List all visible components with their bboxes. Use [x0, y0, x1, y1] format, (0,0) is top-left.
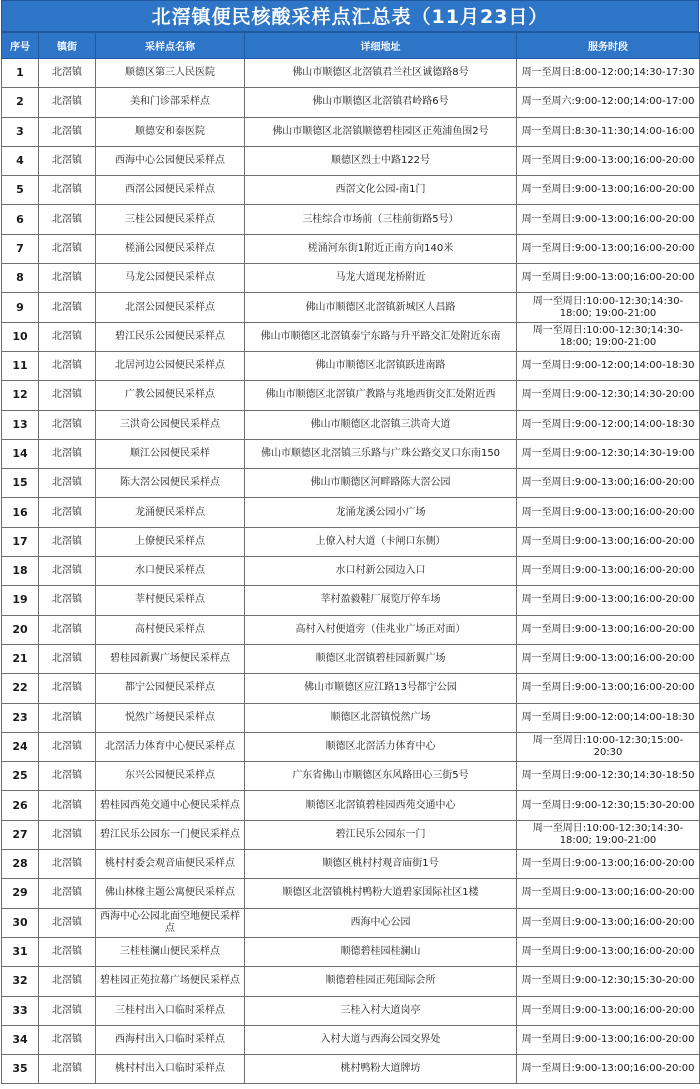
- row-index: 6: [2, 205, 39, 234]
- town-cell: 北滘镇: [39, 703, 96, 732]
- table-row: [2, 1025, 700, 1054]
- town-cell: 北滘镇: [39, 146, 96, 175]
- table-row: [2, 205, 700, 234]
- table-row: [2, 879, 700, 908]
- address-cell: 广东省佛山市顺德区东风路田心三街5号: [245, 762, 517, 791]
- service-hours-cell: 周一至周日:9:00-13:00;16:00-20:00: [517, 527, 700, 556]
- table-row: [2, 644, 700, 673]
- table-row: [2, 908, 700, 937]
- table-row: [2, 527, 700, 556]
- site-name-cell: 碧江民乐公园便民采样点: [96, 322, 245, 351]
- table-row: [2, 586, 700, 615]
- table-row: [2, 937, 700, 966]
- row-index: 33: [2, 996, 39, 1025]
- service-hours-cell: 周一至周日:8:00-12:00;14:30-17:30: [517, 59, 700, 88]
- town-cell: 北滘镇: [39, 293, 96, 322]
- address-cell: 马龙大道现龙桥附近: [245, 264, 517, 293]
- row-index: 24: [2, 732, 39, 761]
- row-index: 12: [2, 381, 39, 410]
- service-hours-cell: 周一至周日:9:00-13:00;16:00-20:00: [517, 586, 700, 615]
- table-row: [2, 732, 700, 761]
- site-name-cell: 三桂桂澜山便民采样点: [96, 937, 245, 966]
- row-index: 8: [2, 264, 39, 293]
- site-name-cell: 桃村村出入口临时采样点: [96, 1055, 245, 1084]
- service-hours-cell: 周一至周日:9:00-13:00;16:00-20:00: [517, 1025, 700, 1054]
- header-town: 镇街: [39, 33, 96, 59]
- table-row: [2, 820, 700, 849]
- table-row: [2, 234, 700, 263]
- service-hours-cell: 周一至周日:10:00-12:30;14:30-18:00; 19:00-21:00: [517, 820, 700, 849]
- row-index: 28: [2, 850, 39, 879]
- service-hours-cell: 周一至周日:9:00-13:00;16:00-20:00: [517, 176, 700, 205]
- site-name-cell: 马龙公园便民采样点: [96, 264, 245, 293]
- address-cell: 西滘文化公园-南1门: [245, 176, 517, 205]
- row-index: 5: [2, 176, 39, 205]
- sampling-sites-sheet: [1, 0, 699, 1084]
- service-hours-cell: 周一至周日:8:30-11:30;14:00-16:00: [517, 117, 700, 146]
- town-cell: 北滘镇: [39, 1025, 96, 1054]
- address-cell: 莘村盈毅鞋厂展览厅停车场: [245, 586, 517, 615]
- address-cell: 三桂综合市场前（三桂前街路5号）: [245, 205, 517, 234]
- address-cell: 佛山市顺德区北滘镇新城区人昌路: [245, 293, 517, 322]
- table-row: [2, 615, 700, 644]
- town-cell: 北滘镇: [39, 234, 96, 263]
- site-name-cell: 高村便民采样点: [96, 615, 245, 644]
- row-index: 31: [2, 937, 39, 966]
- service-hours-cell: 周一至周日:9:00-13:00;16:00-20:00: [517, 996, 700, 1025]
- site-name-cell: 顺德区第三人民医院: [96, 59, 245, 88]
- town-cell: 北滘镇: [39, 117, 96, 146]
- site-name-cell: 陈大滘公园便民采样点: [96, 469, 245, 498]
- site-name-cell: 槎涌公园便民采样点: [96, 234, 245, 263]
- address-cell: 入村大道与西海公园交界处: [245, 1025, 517, 1054]
- service-hours-cell: 周一至周日:9:00-13:00;16:00-20:00: [517, 264, 700, 293]
- address-cell: 顺德区北滘活力体育中心: [245, 732, 517, 761]
- row-index: 2: [2, 88, 39, 117]
- row-index: 23: [2, 703, 39, 732]
- table-row: [2, 1055, 700, 1084]
- address-cell: 佛山市顺德区北滘镇广教路与兆地西街交汇处附近西: [245, 381, 517, 410]
- site-name-cell: 上僚便民采样点: [96, 527, 245, 556]
- table-row: [2, 996, 700, 1025]
- table-row: [2, 850, 700, 879]
- row-index: 13: [2, 410, 39, 439]
- town-cell: 北滘镇: [39, 586, 96, 615]
- town-cell: 北滘镇: [39, 996, 96, 1025]
- site-name-cell: 北滘活力体育中心便民采样点: [96, 732, 245, 761]
- site-name-cell: 顺德安和泰医院: [96, 117, 245, 146]
- service-hours-cell: 周一至周日:9:00-12:30;14:30-19:00: [517, 439, 700, 468]
- table-row: [2, 146, 700, 175]
- town-cell: 北滘镇: [39, 674, 96, 703]
- town-cell: 北滘镇: [39, 498, 96, 527]
- site-name-cell: 桃村村委会观音庙便民采样点: [96, 850, 245, 879]
- table-row: [2, 762, 700, 791]
- table-row: [2, 703, 700, 732]
- address-cell: 顺德区桃村村观音庙街1号: [245, 850, 517, 879]
- service-hours-cell: 周一至周日:9:00-12:30;14:30-20:00: [517, 381, 700, 410]
- row-index: 32: [2, 967, 39, 996]
- town-cell: 北滘镇: [39, 762, 96, 791]
- header-service-hours: 服务时段: [517, 33, 700, 59]
- town-cell: 北滘镇: [39, 557, 96, 586]
- address-cell: 佛山市顺德区北滘镇三洪奇大道: [245, 410, 517, 439]
- address-cell: 顺德区北滘镇悦然广场: [245, 703, 517, 732]
- address-cell: 上僚入村大道（卡闸口东侧）: [245, 527, 517, 556]
- row-index: 29: [2, 879, 39, 908]
- site-name-cell: 悦然广场便民采样点: [96, 703, 245, 732]
- address-cell: 顺德碧桂园正苑国际会所: [245, 967, 517, 996]
- table-row: [2, 176, 700, 205]
- town-cell: 北滘镇: [39, 879, 96, 908]
- site-name-cell: 东兴公园便民采样点: [96, 762, 245, 791]
- row-index: 9: [2, 293, 39, 322]
- site-name-cell: 三洪奇公园便民采样点: [96, 410, 245, 439]
- address-cell: 碧江民乐公园东一门: [245, 820, 517, 849]
- town-cell: 北滘镇: [39, 469, 96, 498]
- table-body: [2, 59, 700, 1084]
- town-cell: 北滘镇: [39, 908, 96, 937]
- service-hours-cell: 周一至周日:9:00-12:30;15:30-20:00: [517, 967, 700, 996]
- town-cell: 北滘镇: [39, 644, 96, 673]
- row-index: 14: [2, 439, 39, 468]
- table-row: [2, 498, 700, 527]
- row-index: 21: [2, 644, 39, 673]
- table-row: [2, 59, 700, 88]
- site-name-cell: 西滘公园便民采样点: [96, 176, 245, 205]
- service-hours-cell: 周一至周日:9:00-13:00;16:00-20:00: [517, 469, 700, 498]
- site-name-cell: 碧江民乐公园东一门便民采样点: [96, 820, 245, 849]
- table-row: [2, 117, 700, 146]
- site-name-cell: 西海村出入口临时采样点: [96, 1025, 245, 1054]
- table-row: [2, 791, 700, 820]
- town-cell: 北滘镇: [39, 322, 96, 351]
- row-index: 11: [2, 351, 39, 380]
- row-index: 34: [2, 1025, 39, 1054]
- row-index: 1: [2, 59, 39, 88]
- service-hours-cell: 周一至周日:9:00-13:00;16:00-20:00: [517, 850, 700, 879]
- row-index: 25: [2, 762, 39, 791]
- address-cell: 佛山市顺德区河畔路陈大滘公园: [245, 469, 517, 498]
- town-cell: 北滘镇: [39, 791, 96, 820]
- town-cell: 北滘镇: [39, 732, 96, 761]
- service-hours-cell: 周一至周日:9:00-13:00;16:00-20:00: [517, 615, 700, 644]
- town-cell: 北滘镇: [39, 176, 96, 205]
- town-cell: 北滘镇: [39, 381, 96, 410]
- service-hours-cell: 周一至周日:9:00-12:30;14:30-18:50: [517, 762, 700, 791]
- row-index: 7: [2, 234, 39, 263]
- site-name-cell: 碧桂园正苑拉幕广场便民采样点: [96, 967, 245, 996]
- service-hours-cell: 周一至周日:9:00-13:00;16:00-20:00: [517, 146, 700, 175]
- town-cell: 北滘镇: [39, 59, 96, 88]
- address-cell: 佛山市顺德区应江路13号都宁公园: [245, 674, 517, 703]
- table-row: [2, 410, 700, 439]
- address-cell: 顺德区北滘镇桃村鸭粉大道碧家国际社区1楼: [245, 879, 517, 908]
- row-index: 20: [2, 615, 39, 644]
- table-header-row: [2, 33, 700, 59]
- town-cell: 北滘镇: [39, 88, 96, 117]
- site-name-cell: 莘村便民采样点: [96, 586, 245, 615]
- service-hours-cell: 周一至周日:9:00-13:00;16:00-20:00: [517, 1055, 700, 1084]
- service-hours-cell: 周一至周日:9:00-13:00;16:00-20:00: [517, 674, 700, 703]
- service-hours-cell: 周一至周日:9:00-13:00;16:00-20:00: [517, 908, 700, 937]
- site-name-cell: 龙涌便民采样点: [96, 498, 245, 527]
- service-hours-cell: 周一至周日:9:00-13:00;16:00-20:00: [517, 879, 700, 908]
- address-cell: 西海中心公园: [245, 908, 517, 937]
- site-name-cell: 水口便民采样点: [96, 557, 245, 586]
- table-row: [2, 381, 700, 410]
- table-row: [2, 88, 700, 117]
- site-name-cell: 佛山林椽主题公寓便民采样点: [96, 879, 245, 908]
- town-cell: 北滘镇: [39, 351, 96, 380]
- town-cell: 北滘镇: [39, 967, 96, 996]
- town-cell: 北滘镇: [39, 820, 96, 849]
- address-cell: 龙涌龙溪公园小广场: [245, 498, 517, 527]
- address-cell: 佛山市顺德区北滘镇君兰社区诚德路8号: [245, 59, 517, 88]
- address-cell: 顺德区北滘镇碧桂园新翼广场: [245, 644, 517, 673]
- table-row: [2, 967, 700, 996]
- row-index: 16: [2, 498, 39, 527]
- service-hours-cell: 周一至周日:9:00-12:00;14:00-18:30: [517, 703, 700, 732]
- service-hours-cell: 周一至周日:9:00-13:00;16:00-20:00: [517, 557, 700, 586]
- site-name-cell: 碧桂园新翼广场便民采样点: [96, 644, 245, 673]
- address-cell: 高村入村便道旁（佳兆业广场正对面）: [245, 615, 517, 644]
- site-name-cell: 顺江公园便民采样: [96, 439, 245, 468]
- address-cell: 佛山市顺德区北滘镇君岭路6号: [245, 88, 517, 117]
- address-cell: 顺德碧桂园桂澜山: [245, 937, 517, 966]
- row-index: 19: [2, 586, 39, 615]
- site-name-cell: 三桂村出入口临时采样点: [96, 996, 245, 1025]
- table-row: [2, 351, 700, 380]
- row-index: 4: [2, 146, 39, 175]
- table-row: [2, 264, 700, 293]
- row-index: 17: [2, 527, 39, 556]
- row-index: 15: [2, 469, 39, 498]
- service-hours-cell: 周一至周日:9:00-13:00;16:00-20:00: [517, 498, 700, 527]
- address-cell: 佛山市顺德区北滘镇跃进南路: [245, 351, 517, 380]
- service-hours-cell: 周一至周日:9:00-13:00;16:00-20:00: [517, 937, 700, 966]
- address-cell: 佛山市顺德区北滘镇泰宁东路与升平路交汇处附近东南: [245, 322, 517, 351]
- site-name-cell: 广教公园便民采样点: [96, 381, 245, 410]
- site-name-cell: 西海中心公园便民采样点: [96, 146, 245, 175]
- header-site-name: 采样点名称: [96, 33, 245, 59]
- sampling-sites-table: [1, 32, 700, 1084]
- table-row: [2, 293, 700, 322]
- table-row: [2, 322, 700, 351]
- site-name-cell: 北滘公园便民采样点: [96, 293, 245, 322]
- address-cell: 佛山市顺德区北滘镇顺德碧桂园区正苑浦鱼围2号: [245, 117, 517, 146]
- town-cell: 北滘镇: [39, 615, 96, 644]
- address-cell: 三桂入村大道岗亭: [245, 996, 517, 1025]
- town-cell: 北滘镇: [39, 850, 96, 879]
- address-cell: 顺德区北滘镇碧桂园西苑交通中心: [245, 791, 517, 820]
- address-cell: 水口村新公园边入口: [245, 557, 517, 586]
- row-index: 30: [2, 908, 39, 937]
- row-index: 27: [2, 820, 39, 849]
- address-cell: 顺德区烈士中路122号: [245, 146, 517, 175]
- service-hours-cell: 周一至周日:9:00-12:00;14:00-18:30: [517, 351, 700, 380]
- site-name-cell: 北居河边公园便民采样点: [96, 351, 245, 380]
- table-row: [2, 557, 700, 586]
- town-cell: 北滘镇: [39, 410, 96, 439]
- row-index: 3: [2, 117, 39, 146]
- service-hours-cell: 周一至周日:9:00-13:00;16:00-20:00: [517, 205, 700, 234]
- site-name-cell: 都宁公园便民采样点: [96, 674, 245, 703]
- town-cell: 北滘镇: [39, 264, 96, 293]
- town-cell: 北滘镇: [39, 1055, 96, 1084]
- address-cell: 桃村鸭粉大道牌坊: [245, 1055, 517, 1084]
- row-index: 18: [2, 557, 39, 586]
- row-index: 35: [2, 1055, 39, 1084]
- site-name-cell: 碧桂园西苑交通中心便民采样点: [96, 791, 245, 820]
- page-title: 北滘镇便民核酸采样点汇总表（11月23日）: [1, 0, 699, 32]
- service-hours-cell: 周一至周日:9:00-12:00;14:00-18:30: [517, 410, 700, 439]
- header-address: 详细地址: [245, 33, 517, 59]
- service-hours-cell: 周一至周日:10:00-12:30;14:30-18:00; 19:00-21:00: [517, 322, 700, 351]
- row-index: 22: [2, 674, 39, 703]
- town-cell: 北滘镇: [39, 527, 96, 556]
- header-index: 序号: [2, 33, 39, 59]
- town-cell: 北滘镇: [39, 205, 96, 234]
- town-cell: 北滘镇: [39, 937, 96, 966]
- service-hours-cell: 周一至周日:9:00-13:00;16:00-20:00: [517, 234, 700, 263]
- site-name-cell: 美和门诊部采样点: [96, 88, 245, 117]
- table-row: [2, 469, 700, 498]
- site-name-cell: 三桂公园便民采样点: [96, 205, 245, 234]
- address-cell: 佛山市顺德区北滘镇三乐路与广珠公路交叉口东南150: [245, 439, 517, 468]
- table-row: [2, 674, 700, 703]
- service-hours-cell: 周一至周日:10:00-12:30;15:00-20:30: [517, 732, 700, 761]
- service-hours-cell: 周一至周日:9:00-13:00;16:00-20:00: [517, 644, 700, 673]
- service-hours-cell: 周一至周日:10:00-12:30;14:30-18:00; 19:00-21:00: [517, 293, 700, 322]
- table-row: [2, 439, 700, 468]
- row-index: 26: [2, 791, 39, 820]
- service-hours-cell: 周一至周六:9:00-12:00;14:00-17:00: [517, 88, 700, 117]
- town-cell: 北滘镇: [39, 439, 96, 468]
- site-name-cell: 西海中心公园北面空地便民采样点: [96, 908, 245, 937]
- row-index: 10: [2, 322, 39, 351]
- address-cell: 槎涌河东街1附近正南方向140米: [245, 234, 517, 263]
- service-hours-cell: 周一至周日:9:00-12:30;15:30-20:00: [517, 791, 700, 820]
